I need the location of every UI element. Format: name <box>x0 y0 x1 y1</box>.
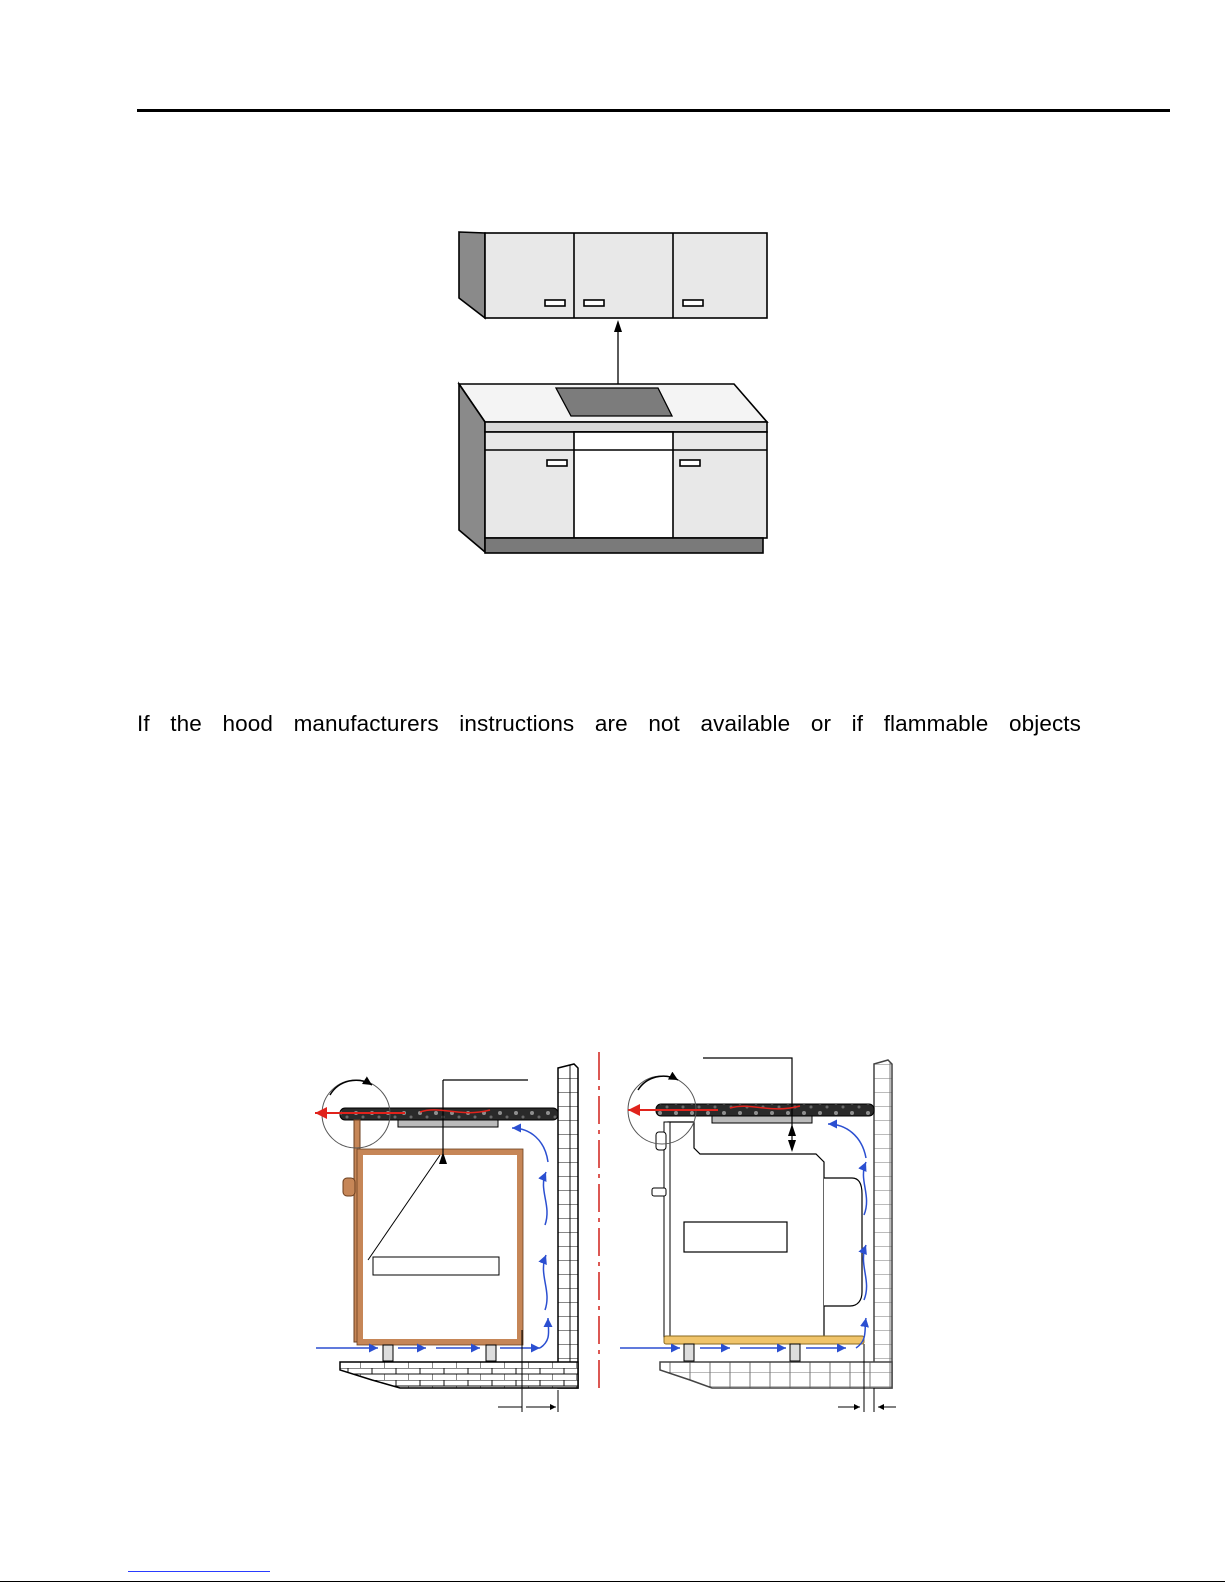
right-ventilation-diagram <box>620 1058 896 1412</box>
left-label-box <box>373 1257 499 1275</box>
right-wall <box>874 1060 892 1388</box>
left-floor <box>340 1362 578 1388</box>
body-paragraph: If the hood manufacturers instructions are not available or if flammable objects <box>137 711 1081 736</box>
left-cabinet-frame <box>360 1152 520 1342</box>
footer-link-underline <box>128 1571 270 1572</box>
right-label-box <box>684 1222 787 1252</box>
left-wall <box>558 1064 578 1388</box>
footer-rule <box>0 1581 1225 1582</box>
right-shelf <box>664 1336 864 1344</box>
left-knob <box>343 1178 355 1196</box>
right-floor <box>660 1362 892 1388</box>
left-ventilation-diagram <box>315 1064 578 1412</box>
